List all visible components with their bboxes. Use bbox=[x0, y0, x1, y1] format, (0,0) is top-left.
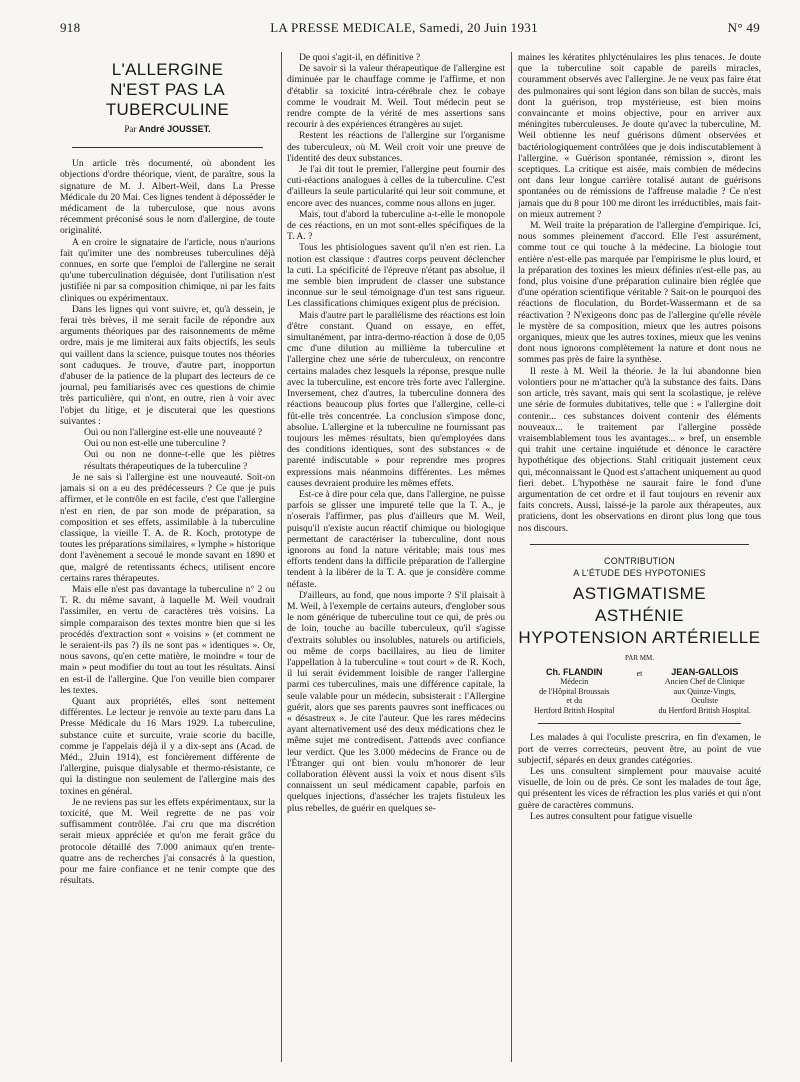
author-2-line-3: Oculiste bbox=[691, 696, 719, 706]
kicker-line-1: CONTRIBUTION bbox=[604, 555, 675, 566]
paragraph: Restent les réactions de l'allergine sur l'organisme des tuberculeux, où M. Weil croit voir une preuve de l'identité des deux substances. bbox=[287, 130, 505, 164]
column-3 bbox=[518, 52, 761, 1062]
paragraph: Les uns consultent simplement pour mauvaise acuité visuelle, de loin ou de près. Ce sont les malades de tout âge, qui présentent les vices de réfraction les plus variés et qui n'ont guère de caractères communs. bbox=[518, 766, 761, 811]
article-title bbox=[60, 60, 275, 120]
column-2 bbox=[287, 52, 505, 1062]
author-name: André JOUSSET. bbox=[138, 124, 211, 134]
authors-separator bbox=[538, 723, 741, 724]
article-2-kicker bbox=[518, 555, 761, 579]
paragraph: Les autres consultent pour fatigue visuelle bbox=[530, 810, 693, 822]
author-1-line-4: Hertford British Hospital bbox=[534, 705, 615, 715]
authors-conjunction: et bbox=[636, 668, 643, 678]
paragraph: Un article très documenté, où abondent les objections d'ordre théorique, vient, de paraître, sous la signature de M. J. Albert-Weil, dans La Presse Médicale du 20 Mai. Ces lignes tendent à déposséder le médicament de la tuberculose, que nous avons récemment préconisé sous le nom d'allergine, de toute originalité. bbox=[60, 158, 275, 237]
paragraph: Dans les lignes qui vont suivre, et, qu'à dessein, je ferai très brèves, il me serait facile de répondre aux arguments théoriques par des raisonnements de même ordre, mais je me limiterai aux faits objectifs, les seuls qui vaillent dans la science, puisque toutes nos théories sont caduques. Je trouve, d'autre part, inopportun d'abuser de la patience de la plupart des lecteurs de ce journal, peu familiarisés avec ces questions de chimie très particulière, qui n'ont, en outre, rien à voir avec l'objet du litige, et je discuterai que les questions suivantes : bbox=[60, 303, 275, 427]
paragraph: Les malades à qui l'oculiste prescrira, en fin d'examen, le port de verres correcteurs, peuvent être, au point de vue subjectif, séparés en deux grandes catégories. bbox=[518, 732, 761, 766]
author-2-line-1: Ancien Chef de Clinique bbox=[664, 677, 745, 687]
title-hypotension: HYPOTENSION ARTÉRIELLE bbox=[518, 627, 761, 647]
author-2-name: JEAN-GALLOIS bbox=[671, 666, 739, 677]
byline-prefix: Par bbox=[124, 124, 137, 134]
paragraph: Il reste à M. Weil la théorie. Je la lui abandonne bien volontiers pour ne m'attacher qu'à la substance des faits. Dans son article, très savant, mais qui sent la scolastique, je relève une série de formules dubitatives, telle que : « l'allergine doit contenir... ces substances doivent contenir des éléments nouveaux... le traitement par l'allergine possède vraisemblablement tous les avantages... » bref, un ensemble qui trahit une certaine inquiétude et dénonce le caractère hypothétique des objections. Stahl critiquait justement ceux qui, méconnaissant le Quod est s'attachent uniquement au quod fieri debet. L'hypothèse ne saurait faire le fond d'une argumentation de cet ordre et il faut toujours en revenir aux faits concrets. Aussi, laissé-je la parole aux thérapeutes, aux praticiens, dont les observations en diront plus long que tous nos discours. bbox=[518, 365, 761, 534]
author-1-line-2: de l'Hôpital Broussais bbox=[539, 686, 610, 696]
column-2-body bbox=[287, 52, 505, 814]
article-2-title bbox=[518, 583, 761, 649]
paragraph: Est-ce à dire pour cela que, dans l'allergine, ne puisse parfois se glisser une impureté telle que la T. A., je n'oserais l'affirmer, pas plus d'ailleurs que M. Weil, puisqu'il n'existe aucun réactif chimique ou biologique permettant de caractériser la tuberculine, dont nous ignorons au fond la nature véritable; mais tous mes efforts tendent dans la difficile préparation de l'allergine tendent à la libérer de la T. A. que je considère comme néfaste. bbox=[287, 488, 505, 590]
column-rule-2 bbox=[511, 52, 512, 1062]
masthead: LA PRESSE MEDICALE, Samedi, 20 Juin 1931 bbox=[270, 20, 538, 35]
article-title-line-2: N'EST PAS LA TUBERCULINE bbox=[105, 80, 230, 119]
paragraph: Tous les phtisiologues savent qu'il n'en est rien. La notion est classique : d'autres corps peuvent déclencher la cuti. La spécificité de l'épreuve n'étant pas absolue, il me semble bien imprudent de classer une substance inconnue sur le seul témoignage d'un test sans rigueur. Les classifications chimiques exigent plus de précision. bbox=[287, 242, 505, 310]
paragraph: D'ailleurs, au fond, que nous importe ? S'il plaisait à M. Weil, à l'exemple de certains auteurs, d'englober sous le nom générique de tuberculine tout ce qui, de près ou de loin, touche au bacille tuberculeux, qu'il s'agisse d'extraits solubles ou insolubles, naturels ou artificiels, ou même de corps bacillaires, au lieu de limiter l'appellation à la tuberculine « tout court » de R. Koch, il lui serait évidemment loisible de ranger l'allergine parmi ces tuberculines, mais une différence capitale, la seule valable pour un médecin, subsisterait : l'Allergine guérit, alors que ses parents pauvres sont inefficaces ou « désastreux ». Je cite l'auteur. Que les rares médecins ayant alternativement usé des deux médications chez le même sujet me contredisent. J'attends avec confiance leur verdict. Que les 3.000 médecins de France ou de l'Étranger qui ont bien voulu m'honorer de leur collaboration élèvent aussi la voix et nous disent s'ils connaissent un seul médicament capable, parfois en quelques injections, d'assécher les trajets fistuleux les plus rebelles, de guérir en quelques se- bbox=[287, 589, 505, 814]
author-flandin bbox=[518, 668, 631, 716]
column-3-body bbox=[518, 52, 761, 534]
article-separator bbox=[530, 544, 749, 545]
article-title-line-1: L'ALLERGINE bbox=[111, 60, 224, 79]
title-astigmatisme: ASTIGMATISME bbox=[572, 583, 707, 603]
par-mm: PAR MM. bbox=[625, 653, 654, 662]
question-line: Oui ou non ne donne-t-elle que les piètres résultats thérapeutiques de la tuberculine ? bbox=[84, 449, 275, 472]
paragraph: maines les kératites phlycténulaires les plus tenaces. Je doute que la tuberculine soit capable de pareils miracles, couramment observés avec l'allergine. Je ne veux pas faire état des pulmonaires qui sont légion dans son bilan de succès, mais dont la guérison, trop mystérieuse, est bien moins convaincante et moins objective, pour en arriver aux méningites tuberculeuses. Je doute qu'avec la tuberculine, M. Weil obtienne les neuf guérisons dûment observées et bactériologiquement contrôlées que je dois indiscutablement à l'allergine. « Guérison spontanée, rémission », diront les sceptiques. La critique est aisée, mais combien de médecins ont dans leur longue carrière totalisé autant de guérisons spontanées ou de rémissions de l'affreuse maladie ? Ce n'est jamais que du 8 pour 100 me diront les irréductibles, mais fait-on mieux autrement ? bbox=[518, 52, 761, 220]
author-1-line-3: et du bbox=[566, 696, 583, 706]
question-line: Oui ou non est-elle une tuberculine ? bbox=[84, 438, 226, 450]
column-1-body bbox=[60, 158, 275, 886]
paragraph: Mais, tout d'abord la tuberculine a-t-elle le monopole de ces réactions, en un mot sont-elles spécifiques de la T. A. ? bbox=[287, 208, 505, 243]
paragraph: De savoir si la valeur thérapeutique de l'allergine est diminuée par le chauffage comme je l'affirme, et non d'établir sa toxicité intra-cérébrale chez le cobaye comme le voudrait M. Weil. Tout médecin peut se rendre compte de la vérité de mes assertions sans recourir à des expériences étrangères au sujet. bbox=[287, 63, 505, 131]
paragraph: Quant aux propriétés, elles sont nettement différentes. Le lecteur je renvoie au texte paru dans La Presse Médicale du 16 Mars 1929. La tuberculine, substance cuite et surcuite, vraie scorie du bacille, comme je l'appelais déjà il y a dix-sept ans (Acad. de Méd., 2Juin 1914), est foncièrement différente de l'allergine, puisque dialysable et thermo-résistante, ce qui la distingue non seulement de l'allergine mais des toxines en général. bbox=[60, 695, 275, 797]
paragraph: Je ne sais si l'allergine est une nouveauté. Soit-on jamais si on a eu des prédécesseurs ? Ce que je puis affirmer, et le contrôle en est facile, c'est que l'allergine n'est en rien, de par son mode de préparation, sa composition et ses effets, assimilable à la tuberculine classique, la vieille T. A. de R. Koch, prototype de toutes les préparations similaires, « lymphe » historique dont l'avènement a secoué le monde savant en 1890 et que, malgré de retentissants échecs, utilisent encore certains rares thérapeutes. bbox=[60, 471, 275, 584]
byline bbox=[60, 124, 275, 135]
title-asthenie: ASTHÉNIE bbox=[594, 605, 685, 625]
paragraph: Je l'ai dit tout le premier, l'allergine peut fournir des cuti-réactions analogues à celles de la tuberculine. C'est d'ailleurs la seule particularité qui leur soit commune, et encore avec des nuances, comme nous allons en juger. bbox=[287, 164, 505, 209]
paragraph: Je ne reviens pas sur les effets expérimentaux, sur la toxicité, que M. Weil regrette de ne pas voir suffisamment contrôlée. J'ai cru que ma discrétion serait mieux appréciée et qu'on me ferait grâce du protocole détaillé des 7.000 animaux qu'en trente-quatre ans de recherches j'ai consacrés à la question, pour me faire confiance et ne tenir compte que des résultats. bbox=[60, 796, 275, 887]
article-2-body bbox=[518, 732, 761, 822]
author-1-line-1: Médecin bbox=[560, 677, 589, 687]
paragraph: De quoi s'agit-il, en définitive ? bbox=[299, 52, 421, 63]
page-number: 918 bbox=[60, 20, 81, 35]
paragraph: A en croire le signataire de l'article, nous n'aurions fait qu'imiter une des nombreuses tuberculines déjà connues, en sorte que l'emploi de l'allergine ne serait qu'une tuberculination déguisée, dont l'utilisation n'est justifiée ni par sa composition chimique, ni par les faits cliniques ou expérimentaux. bbox=[60, 236, 275, 304]
paragraph: Mais elle n'est pas davantage la tuberculine n° 2 ou T. R. du même savant, à laquelle M. Weil voudrait l'assimiler, en vertu de caractères très voisins. La simple comparaison des textes montre bien que si les procédés d'extraction sont « voisins » (et comment ne le seraient-ils pas ?) ils ne sont pas « identiques ». Or, nous savons, qu'en cette matière, le moindre « tour de main » peut modifier du tout au tout les résultats. Ainsi en est-il de l'allergine. Que l'on veuille bien comparer les textes. bbox=[60, 583, 275, 696]
issue-number: N° 49 bbox=[727, 20, 760, 35]
author-2-line-2: aux Quinze-Vingts, bbox=[673, 686, 736, 696]
page-header bbox=[60, 20, 760, 44]
author-jean-gallois bbox=[649, 668, 762, 716]
paragraph: Mais d'autre part le parallélisme des réactions est loin d'être constant. Quand on essaye, en effet, simultanément, par intra-dermo-réaction à dose de 0,05 cmc d'une dilution au millième la tuberculine et l'allergine chez une série de tuberculeux, on rencontre certains malades chez lesquels la réponse, presque nulle avec la tuberculine, est encore très forte avec l'allergine. Inversement, chez d'autres, la tuberculine donnera des réactions beaucoup plus fortes que l'allergine, celle-ci fût-elle très concentrée. La conclusion s'impose donc, absolue. L'allergine et la tuberculine ne fournissant pas toujours les mêmes résultats, bien qu'employées dans des conditions identiques, sont des substances « de parenté indiscutable » pour reprendre mes propres expressions mais néanmoins différentes. Les mêmes causes devraient produire les mêmes effets. bbox=[287, 309, 505, 489]
author-2-line-4: du Hertford British Hospital. bbox=[658, 705, 751, 715]
author-1-name: Ch. FLANDIN bbox=[546, 666, 603, 677]
column-1 bbox=[60, 52, 275, 1062]
kicker-line-2: A L'ÉTUDE DES HYPOTONIES bbox=[573, 567, 706, 578]
paragraph: M. Weil traite la préparation de l'allergine d'empirique. Ici, nous sommes pleinement d'accord. Elle l'est assurément, comme tout ce qui touche à la médecine. La biologie tout entière n'est-elle pas marquée par l'empirisme le plus lourd, et la préparation des toxines les mieux définies n'est-elle pas, au fond, plus voisine d'une préparation culinaire bien réglée que d'une opération scientifique véritable ? Sait-on le pourquoi des réactions de floculation, du Bordet-Wassermann et de sa réactivation ? N'exigeons donc pas de l'allergine qu'elle révèle le mystère de sa composition, mieux que les autres poisons organiques, mieux que les autres toxines, mieux que les venins dont nous ignorons complètement la nature et dont nous ne sommes pas près de faire la synthèse. bbox=[518, 220, 761, 366]
title-separator bbox=[72, 147, 263, 148]
article-2-authors bbox=[518, 668, 761, 716]
question-line: Oui ou non l'allergine est-elle une nouveauté ? bbox=[84, 427, 263, 439]
column-rule-1 bbox=[281, 52, 282, 1062]
